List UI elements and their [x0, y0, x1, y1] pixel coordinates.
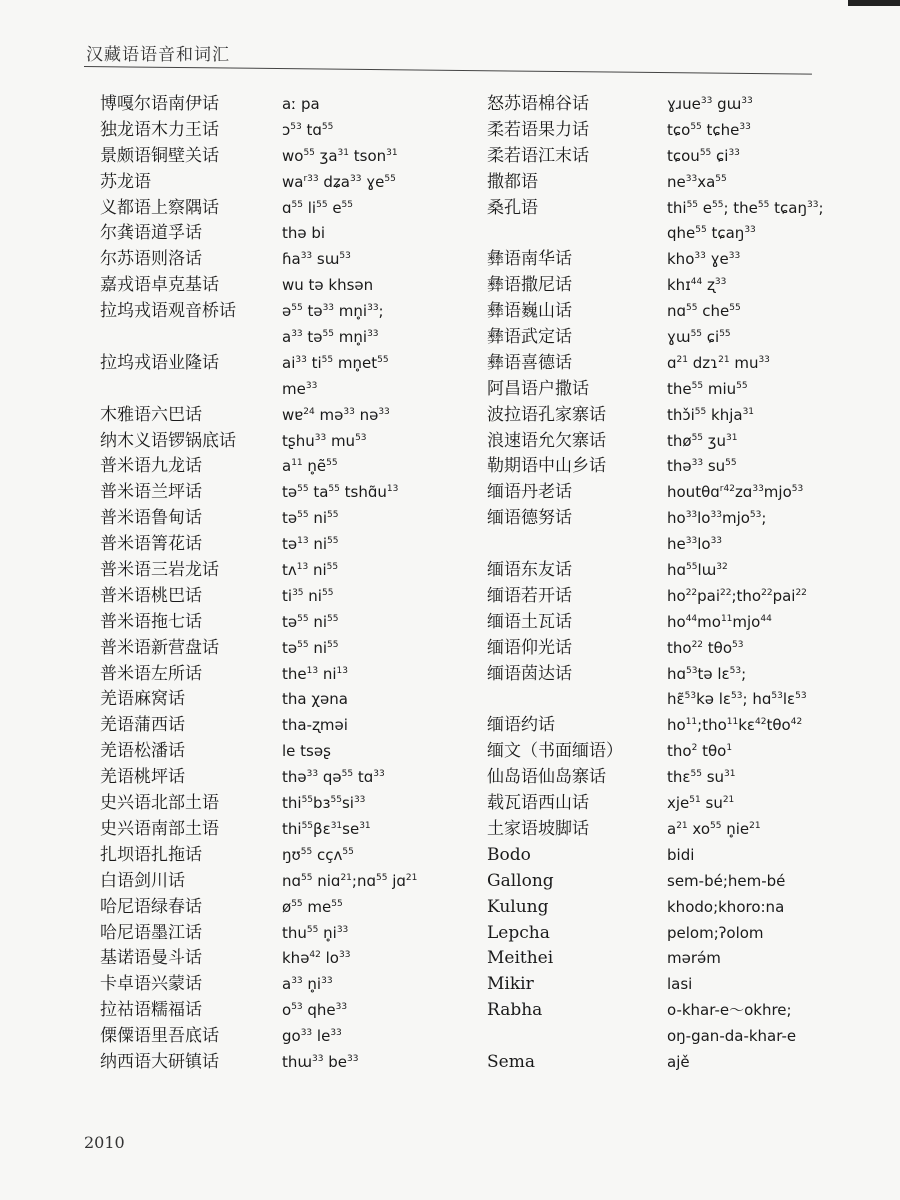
language-name: 柔若语江末话 [487, 145, 589, 166]
language-name: 缅语丹老话 [487, 482, 572, 503]
word-form: $thi^{55}\beta ɛ^{31}se^{31}$ [282, 819, 371, 838]
language-name: 载瓦语西山话 [487, 793, 589, 814]
page-number: 2010 [84, 1133, 125, 1152]
word-form: ɑ$^{55}$ $li^{55}$ $e^{55}$ [282, 198, 353, 217]
language-name: 彝语撒尼话 [487, 275, 572, 296]
language-name: 缅语土瓦话 [487, 611, 572, 632]
language-name: 史兴语南部土语 [100, 818, 219, 839]
word-form: thø$^{55}$ ʒu$^{31}$ [667, 431, 738, 450]
language-name: 羌语麻窝话 [100, 689, 185, 710]
word-form: bidi [667, 845, 695, 864]
language-name: 傈僳语里吾底话 [100, 1026, 219, 1047]
word-form: $ti^{35}$ $ni^{55}$ [282, 586, 334, 605]
language-name: 彝语南华话 [487, 249, 572, 270]
word-form: pelom;ʔolom [667, 923, 764, 942]
word-form: ɑ$^{21}$ dzɿ$^{21}$ $mu^{33}$ [667, 353, 770, 372]
language-name: 羌语桃坪话 [100, 767, 185, 788]
language-name: 普米语新营盘话 [100, 637, 219, 658]
language-name: 羌语松潘话 [100, 741, 185, 762]
word-form: ɣɹue$^{33}$ gɯ$^{33}$ [667, 95, 753, 113]
language-name [487, 221, 623, 247]
word-form: $me^{33}$ [282, 379, 318, 398]
word-form: xje$^{51}$ $su^{21}$ [667, 794, 735, 813]
language-name: Bodo [487, 844, 531, 865]
word-form: $wo^{55}$ ʒa$^{31}$ tson$^{31}$ [282, 146, 398, 165]
language-name: 缅文（书面缅语） [487, 741, 623, 762]
word-form: $ai^{33}$ $ti^{55}$ $mn̥et^{55}$ [282, 353, 389, 372]
word-form: tɕo$^{55}$ tɕhe$^{33}$ [667, 120, 751, 139]
language-name: 彝语武定话 [487, 327, 572, 348]
word-form: ɦa$^{33}$ sɯ$^{53}$ [282, 250, 351, 269]
word-form: tha χəna [282, 690, 348, 709]
language-name: 怒苏语棉谷话 [487, 94, 589, 114]
left-language-column [100, 92, 236, 1076]
language-name: 浪速语允欠寨话 [487, 430, 606, 451]
language-name: 缅语东友话 [487, 560, 572, 581]
language-name: 博嘎尔语南伊话 [100, 94, 219, 114]
word-form: $ho^{11};tho^{11}kɛ^{42}t\theta o^{42}$ [667, 716, 803, 735]
word-form: thi$^{55}$ $e^{55}$; the$^{55}$ tɕaŋ$^{33}$; [667, 198, 824, 217]
word-form: $go^{33}$ $le^{33}$ [282, 1027, 342, 1046]
word-form: $ho^{44}mo^{11}mjo^{44}$ [667, 612, 772, 631]
word-form: tho$^{22}$ tθo$^{53}$ [667, 638, 744, 657]
word-form: thə$^{33}$ qə$^{55}$ tɑ$^{33}$ [282, 768, 385, 787]
word-form: khə$^{42}$ $lo^{33}$ [282, 949, 351, 968]
language-name: 普米语左所话 [100, 663, 202, 684]
language-name: 仙岛语仙岛寨话 [487, 767, 606, 788]
language-name [487, 687, 623, 713]
language-name: 义都语上察隅话 [100, 197, 219, 218]
right-word-column [667, 92, 824, 1076]
word-form: ŋʊ$^{55}$ cçʌ$^{55}$ [282, 845, 354, 864]
word-form: o-khar-e～okhre; [667, 1001, 792, 1020]
word-form: tə$^{55}$ $ta^{55}$ $tshɑ̃u^{13}$ [282, 483, 399, 502]
word-form: houtθɑ$^{r42}$zɑ$^{33}$mjo$^{53}$ [667, 483, 804, 502]
header-rule [84, 66, 812, 75]
language-name: 哈尼语墨江话 [100, 922, 202, 943]
word-form: qhe$^{55}$ tɕaŋ$^{33}$ [667, 224, 756, 243]
word-form: the$^{55}$ miu$^{55}$ [667, 379, 748, 398]
language-name: 彝语喜德话 [487, 352, 572, 373]
word-form: ɔ$^{53}$ tɑ$^{55}$ [282, 120, 334, 139]
language-name: 彝语巍山话 [487, 301, 572, 322]
language-name: 拉祜语糯福话 [100, 1000, 202, 1021]
language-name [487, 532, 623, 558]
language-name [487, 1024, 623, 1050]
language-name: 缅语德努话 [487, 508, 572, 529]
word-form: khɪ$^{44}$ ʐ$^{33}$ [667, 276, 727, 295]
word-form: $ho^{22}pai^{22};tho^{22}pai^{22}$ [667, 586, 807, 605]
language-name: 纳西语大研镇话 [100, 1051, 219, 1072]
language-name: 扎坝语扎拖话 [100, 844, 202, 865]
word-form: nɑ$^{55}$ che$^{55}$ [667, 302, 741, 321]
word-form: thə bi [282, 224, 326, 243]
word-form: thu$^{55}$ $n̥i^{33}$ [282, 923, 349, 942]
word-form: tha-ʐməi [282, 716, 348, 735]
word-form: kho$^{33}$ ɣe$^{33}$ [667, 250, 741, 269]
word-form: nɑ$^{55}$ niɑ$^{21}$;nɑ$^{55}$ jɑ$^{21}$ [282, 871, 418, 890]
word-form: aː pa [282, 95, 320, 113]
word-form: thɛ$^{55}$ $su^{31}$ [667, 768, 736, 787]
language-name: 普米语桃巴话 [100, 585, 202, 606]
word-form: wɐ$^{24}$ mə$^{33}$ nə$^{33}$ [282, 405, 390, 424]
language-name: 基诺语曼斗话 [100, 948, 202, 969]
word-form: $ho^{33}lo^{33}mjo^{53}$; [667, 509, 767, 528]
word-form: tɕou$^{55}$ ɕi$^{33}$ [667, 146, 740, 165]
language-name: Gallong [487, 870, 554, 891]
right-language-column [487, 92, 623, 1076]
language-name: 尔龚语道孚话 [100, 223, 202, 244]
word-form: $a^{33}$ tə$^{55}$ $mn̥i^{33}$ [282, 328, 379, 347]
language-name: 普米语鲁甸话 [100, 508, 202, 529]
language-name: 缅语仰光话 [487, 637, 572, 658]
language-name: 土家语坡脚话 [487, 818, 589, 839]
language-name: 普米语箐花话 [100, 534, 202, 555]
language-name: 撒都语 [487, 171, 538, 192]
language-name: Kulung [487, 896, 549, 917]
word-form: tə$^{55}$ $ni^{55}$ [282, 638, 339, 657]
language-name: 拉坞戎语观音桥话 [100, 301, 236, 322]
word-form: the$^{13}$ $ni^{13}$ [282, 664, 348, 683]
word-form: le tsəʂ [282, 742, 331, 761]
language-name: 卡卓语兴蒙话 [100, 974, 202, 995]
language-name: 纳木义语锣锅底话 [100, 430, 236, 451]
word-form: $ne^{33}xa^{55}$ [667, 172, 727, 191]
word-form: thə$^{33}$ $su^{55}$ [667, 457, 737, 476]
word-form: $a^{33}$ $n̥i^{33}$ [282, 975, 333, 994]
word-form: $a^{21}$ $xo^{55}$ $n̥ie^{21}$ [667, 819, 761, 838]
left-word-column [282, 92, 417, 1076]
word-form: $o^{53}$ qhe$^{33}$ [282, 1001, 348, 1020]
language-name: 普米语兰坪话 [100, 482, 202, 503]
language-name: 柔若语果力话 [487, 119, 589, 140]
language-name: 苏龙语 [100, 171, 151, 192]
language-name: 缅语约话 [487, 715, 555, 736]
language-name: 勒期语中山乡话 [487, 456, 606, 477]
word-form: oŋ-gan-da-khar-e [667, 1027, 797, 1046]
language-name: 羌语蒲西话 [100, 715, 185, 736]
word-form: tə$^{55}$ $ni^{55}$ [282, 509, 339, 528]
language-name: 普米语拖七话 [100, 611, 202, 632]
running-header: 汉藏语语音和词汇 [86, 45, 230, 65]
word-form: $wa^{r33}$ dʑa$^{33}$ ɣe$^{55}$ [282, 172, 396, 191]
language-name: 木雅语六巴话 [100, 404, 202, 425]
language-name: 白语剑川话 [100, 870, 185, 891]
language-name: 桑孔语 [487, 197, 538, 218]
language-name: 普米语九龙话 [100, 456, 202, 477]
language-name: 史兴语北部土语 [100, 793, 219, 814]
language-name: 嘉戎语卓克基话 [100, 275, 219, 296]
language-name: Meithei [487, 948, 554, 969]
word-form: tə$^{13}$ $ni^{55}$ [282, 535, 339, 554]
word-form: hɛ̃$^{53}$kə lɛ$^{53}$; hɑ$^{53}$lɛ$^{53}$ [667, 690, 807, 709]
language-name: 波拉语孔家寨话 [487, 404, 606, 425]
language-name [100, 325, 236, 351]
language-name: 普米语三岩龙话 [100, 560, 219, 581]
word-form: sem-bé;hem-bé [667, 871, 786, 890]
word-form: $a^{11}$ n̥ẽ$^{55}$ [282, 457, 338, 476]
language-name: 缅语若开话 [487, 585, 572, 606]
word-form: tʌ$^{13}$ $ni^{55}$ [282, 561, 339, 580]
language-name: 独龙语木力王话 [100, 119, 219, 140]
word-form: hɑ$^{53}$tə lɛ$^{53}$; [667, 664, 747, 683]
word-form: lasi [667, 975, 693, 994]
language-name: Lepcha [487, 922, 550, 943]
word-form: $ø^{55}$ $me^{55}$ [282, 897, 343, 916]
word-form: ə$^{55}$ tə$^{33}$ $mn̥i^{33}$; [282, 302, 384, 321]
language-name: Mikir [487, 974, 534, 995]
language-name: 景颇语铜壁关话 [100, 145, 219, 166]
word-form: tho$^2$ tθo$^1$ [667, 742, 733, 761]
language-name: Sema [487, 1051, 535, 1072]
language-name: 缅语茵达话 [487, 663, 572, 684]
word-form: $thi^{55}bɜ^{55}si^{33}$ [282, 794, 366, 813]
word-form: mərə́m [667, 949, 721, 968]
word-form: tə$^{55}$ $ni^{55}$ [282, 612, 339, 631]
language-name: 阿昌语户撒话 [487, 378, 589, 399]
word-form: tʂhu$^{33}$ $mu^{53}$ [282, 431, 367, 450]
corner-tab-mark [848, 0, 900, 6]
language-name: 哈尼语绿春话 [100, 896, 202, 917]
word-form: $he^{33}lo^{33}$ [667, 535, 723, 554]
word-form: hɑ$^{55}$lɯ$^{32}$ [667, 561, 728, 580]
language-name: Rabha [487, 1000, 543, 1021]
language-name: 尔苏语则洛话 [100, 249, 202, 270]
word-form: ajě [667, 1052, 690, 1071]
language-name: 拉坞戎语业隆话 [100, 352, 219, 373]
word-form: thɯ$^{33}$ $be^{33}$ [282, 1052, 359, 1071]
word-form: khodo;khoro:na [667, 897, 785, 916]
language-name [100, 377, 236, 403]
word-form: $thɔ̌i^{55}$ khja$^{31}$ [667, 405, 755, 424]
word-form: ɣɯ$^{55}$ ɕi$^{55}$ [667, 328, 731, 347]
word-form: wu tə khsən [282, 276, 374, 295]
